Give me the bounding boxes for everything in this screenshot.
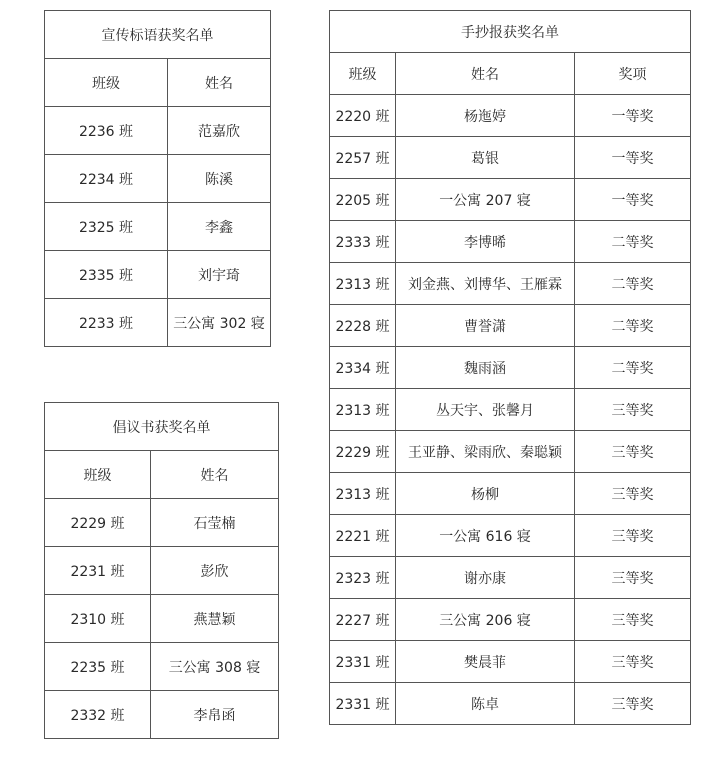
award-cell: 二等奖	[575, 221, 691, 263]
name-cell: 谢亦康	[396, 557, 575, 599]
name-cell: 陈卓	[396, 683, 575, 725]
class-cell: 2231 班	[45, 547, 151, 595]
table-row	[45, 203, 271, 251]
table-row	[330, 305, 691, 347]
class-cell: 2310 班	[45, 595, 151, 643]
award-cell: 三等奖	[575, 683, 691, 725]
class-cell: 2313 班	[330, 389, 396, 431]
table-row	[45, 691, 279, 739]
name-cell: 范嘉欣	[168, 107, 271, 155]
name-cell: 刘金燕、刘博华、王雁霖	[396, 263, 575, 305]
table-row	[45, 595, 279, 643]
award-cell: 二等奖	[575, 347, 691, 389]
class-cell: 2205 班	[330, 179, 396, 221]
handcopy-table-title: 手抄报获奖名单	[330, 11, 691, 53]
class-cell: 2236 班	[45, 107, 168, 155]
class-cell: 2257 班	[330, 137, 396, 179]
proposal-table-title: 倡议书获奖名单	[45, 403, 279, 451]
award-cell: 二等奖	[575, 263, 691, 305]
class-cell: 2220 班	[330, 95, 396, 137]
column-header-class: 班级	[45, 59, 168, 107]
name-cell: 李鑫	[168, 203, 271, 251]
table-row	[330, 431, 691, 473]
name-cell: 彭欣	[151, 547, 279, 595]
class-cell: 2221 班	[330, 515, 396, 557]
handcopy-award-table	[329, 10, 691, 725]
class-cell: 2333 班	[330, 221, 396, 263]
award-cell: 三等奖	[575, 473, 691, 515]
class-cell: 2331 班	[330, 641, 396, 683]
class-cell: 2229 班	[45, 499, 151, 547]
slogan-table-title: 宣传标语获奖名单	[45, 11, 271, 59]
class-cell: 2228 班	[330, 305, 396, 347]
column-header-name: 姓名	[396, 53, 575, 95]
name-cell: 三公寓 308 寝	[151, 643, 279, 691]
table-row	[330, 473, 691, 515]
table-row	[45, 547, 279, 595]
table-row	[330, 641, 691, 683]
award-cell: 二等奖	[575, 305, 691, 347]
name-cell: 陈溪	[168, 155, 271, 203]
table-row	[330, 137, 691, 179]
award-cell: 三等奖	[575, 599, 691, 641]
column-header-class: 班级	[330, 53, 396, 95]
table-row	[330, 683, 691, 725]
table-row	[45, 251, 271, 299]
class-cell: 2313 班	[330, 263, 396, 305]
name-cell: 丛天宇、张馨月	[396, 389, 575, 431]
name-cell: 刘宇琦	[168, 251, 271, 299]
name-cell: 一公寓 207 寝	[396, 179, 575, 221]
table-row	[330, 389, 691, 431]
class-cell: 2325 班	[45, 203, 168, 251]
name-cell: 杨迤婷	[396, 95, 575, 137]
table-row	[45, 155, 271, 203]
class-cell: 2332 班	[45, 691, 151, 739]
name-cell: 曹誉潇	[396, 305, 575, 347]
award-cell: 三等奖	[575, 389, 691, 431]
class-cell: 2334 班	[330, 347, 396, 389]
name-cell: 燕慧颖	[151, 595, 279, 643]
proposal-award-table	[44, 402, 279, 739]
name-cell: 三公寓 302 寝	[168, 299, 271, 347]
name-cell: 王亚静、梁雨欣、秦聪颖	[396, 431, 575, 473]
column-header-name: 姓名	[168, 59, 271, 107]
table-row	[330, 95, 691, 137]
class-cell: 2233 班	[45, 299, 168, 347]
table-row	[330, 221, 691, 263]
award-cell: 一等奖	[575, 95, 691, 137]
name-cell: 李博晞	[396, 221, 575, 263]
column-header-name: 姓名	[151, 451, 279, 499]
name-cell: 杨柳	[396, 473, 575, 515]
name-cell: 魏雨涵	[396, 347, 575, 389]
name-cell: 石莹楠	[151, 499, 279, 547]
class-cell: 2331 班	[330, 683, 396, 725]
table-row	[45, 499, 279, 547]
award-cell: 一等奖	[575, 179, 691, 221]
class-cell: 2227 班	[330, 599, 396, 641]
table-row	[330, 599, 691, 641]
column-header-award: 奖项	[575, 53, 691, 95]
table-row	[330, 557, 691, 599]
class-cell: 2229 班	[330, 431, 396, 473]
class-cell: 2235 班	[45, 643, 151, 691]
class-cell: 2313 班	[330, 473, 396, 515]
table-row	[330, 263, 691, 305]
award-cell: 三等奖	[575, 557, 691, 599]
table-row	[330, 179, 691, 221]
award-cell: 一等奖	[575, 137, 691, 179]
column-header-class: 班级	[45, 451, 151, 499]
name-cell: 李帛函	[151, 691, 279, 739]
award-cell: 三等奖	[575, 641, 691, 683]
slogan-award-table	[44, 10, 271, 347]
table-row	[45, 107, 271, 155]
table-row	[330, 347, 691, 389]
award-cell: 三等奖	[575, 515, 691, 557]
award-cell: 三等奖	[575, 431, 691, 473]
class-cell: 2335 班	[45, 251, 168, 299]
name-cell: 樊晨菲	[396, 641, 575, 683]
name-cell: 一公寓 616 寝	[396, 515, 575, 557]
name-cell: 葛银	[396, 137, 575, 179]
table-row	[330, 515, 691, 557]
name-cell: 三公寓 206 寝	[396, 599, 575, 641]
table-row	[45, 643, 279, 691]
table-row	[45, 299, 271, 347]
class-cell: 2323 班	[330, 557, 396, 599]
class-cell: 2234 班	[45, 155, 168, 203]
